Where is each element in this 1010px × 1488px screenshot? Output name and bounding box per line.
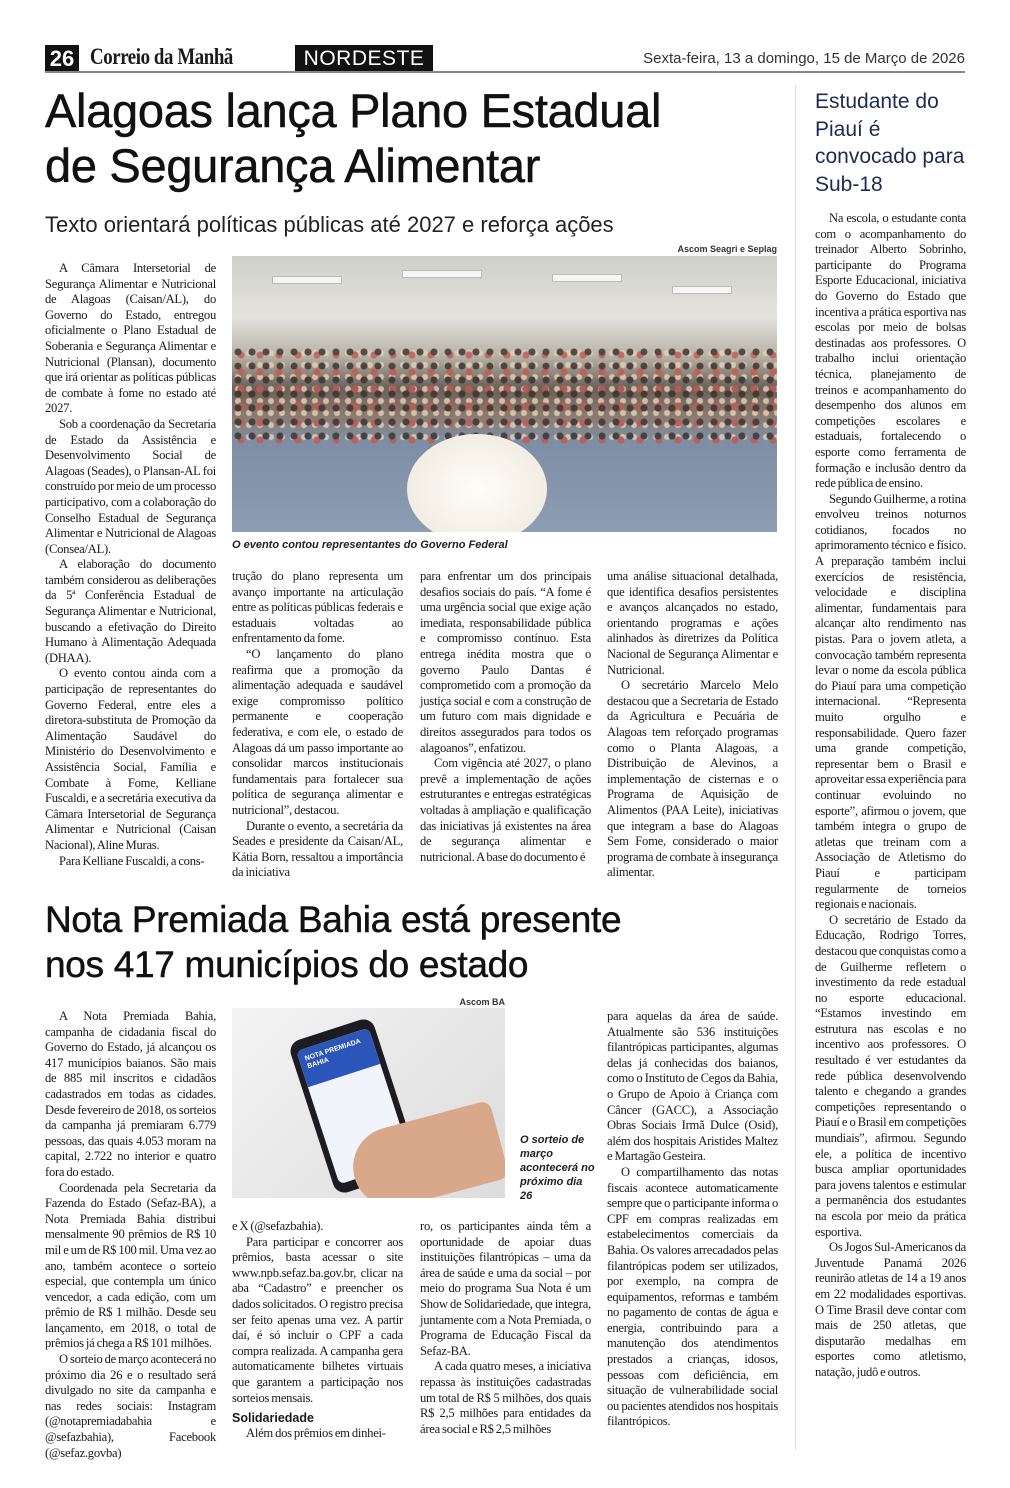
headline-line: Alagoas lança Plano Estadual (45, 84, 662, 137)
section-label: NORDESTE (295, 45, 433, 72)
paragraph: “O lançamento do plano reafirma que a promoção da alimentação adequada e saudável exige compromisso político permanente e cooperação federativa, e com ele, o estado de Alagoas dá um passo importante ao consolidar marcos institucionais fundamentais para fortalecer sua política de segurança alimentar e nutricional”, destacou. (232, 646, 403, 817)
paragraph: Os Jogos Sul-Americanos da Juventude Panamá 2026 reunirão atletas de 14 a 19 anos em 22 modalidades esportivas. O Time Brasil deve contar com mais de 250 atletas, que disputarão medalhas em esportes como atletismo, natação, judô e outros. (815, 1240, 966, 1379)
paragraph: O sorteio de março acontecerá no próximo dia 26 e o resultado será divulgado no site da campanha e nas redes sociais: Instagram (@notapremiadabahia e @sefazbahia), Facebook (@sefaz.govba) (45, 1352, 216, 1460)
paragraph: Coordenada pela Secretaria da Fazenda do Estado (Sefaz-BA), a Nota Premiada Bahia distribui mensalmente 90 prêmios de R$ 10 mil e um de R$ 100 mil. Uma vez ao ano, também acontece o sorteio especial, que contempla um único vencedor, a cada edição, com um prêmio de R$ 1 milhão. Desde seu lançamento, em 2018, o total de prêmios já chega a R$ 101 milhões. (45, 1180, 216, 1351)
paragraph: A cada quatro meses, a iniciativa repassa às instituições cadastradas um total de R$ 5 milhões, dos quais R$ 2,5 milhões para entidades da área social e R$ 2,5 milhões (420, 1359, 591, 1436)
paragraph: Na escola, o estudante conta com o acompanhamento do treinador Alberto Sobrinho, participante do Programa Esporte Educacional, iniciativa do Governo do Estado que incentiva a prática esportiva nas escolas por meio de bolsas destinadas aos professores. O trabalho inclui orientação técnica, planejamento de treinos e acompanhamento do desempenho dos alunos em competições escolares e estaduais, fortalecendo o esporte como ferramenta de formação e inclusão dentro da rede pública de ensino. (815, 211, 966, 491)
article2-column-1 (45, 1009, 216, 1461)
paragraph: A Câmara Intersetorial de Segurança Alimentar e Nutricional de Alagoas (Caisan/AL), do Governo do Estado, entregou oficialmente o Plano Estadual de Soberania e Segurança Alimentar e Nutricional (Plansan), documento que irá orientar as políticas públicas de combate à fome no estado até 2027. (45, 261, 216, 416)
headline-line: nos 417 municípios do estado (45, 944, 529, 985)
paragraph: A Nota Premiada Bahia, campanha de cidadania fiscal do Governo do Estado, já alcançou os 417 municípios baianos. São mais de 885 mil inscritos e cidadãos cadastrados em todas as cidades. Desde fevereiro de 2018, os sorteios da campanha já premiaram 6.779 pessoas, das quais 4.053 moram na capital, 2.722 no interior e quatro fora do estado. (45, 1009, 216, 1179)
paragraph: ro, os participantes ainda têm a oportunidade de apoiar duas instituições filantrópicas – uma da área de saúde e uma da social – por meio do programa Sua Nota é um Show de Solidariedade, que integra, juntamente com a Nota Premiada, o Programa de Educação Fiscal da Sefaz-BA. (420, 1219, 591, 1358)
photo-caption: O sorteio de março acontecerá no próximo dia 26 (520, 1134, 595, 1202)
paragraph: para enfrentar um dos principais desafios sociais do país. “A fome é uma urgência social que exige ação imediata, responsabilidade pública e compromisso contínuo. Esta entrega inédita mostra que o governo Paulo Dantas é comprometido com a promoção da justiça social e com a construção de um futuro com mais dignidade e direitos assegurados para todos os alagoanos”, enfatizou. (420, 569, 591, 755)
article1-column-1 (45, 261, 216, 869)
photo-credit: Ascom Seagri e Seplag (677, 244, 777, 254)
paragraph: Além dos prêmios em dinhei- (246, 1426, 386, 1441)
paragraph: O secretário Marcelo Melo destacou que a Secretaria de Estado da Agricultura e Pecuária de Alagoas tem reforçado programas como o Planta Alagoas, a Distribuição de Alevinos, a implementação de cisternas e o Programa de Aquisição de Alimentos (PAA Leite), iniciativas que integram a base do Alagoas Sem Fome, considerado o maior programa de combate à insegurança alimentar. (607, 678, 778, 880)
paragraph: Sob a coordenação da Secretaria de Estado da Assistência e Desenvolvimento Social de Alagoas (Seades), o Plansan-AL foi construído por meio de um processo participativo, com a colaboração do Conselho Estadual de Segurança Alimentar e Nutricional de Alagoas (Consea/AL). (45, 416, 216, 556)
paragraph: A elaboração do documento também considerou as deliberações da 5ª Conferência Estadual de Segurança Alimentar e Nutricional, buscando a efetivação do Direito Humano à Alimentação Adequada (DHAA). (45, 557, 216, 665)
headline-line: Nota Premiada Bahia está presente (45, 899, 622, 940)
headline-line: de Segurança Alimentar (45, 139, 541, 192)
article2-headline (45, 897, 621, 987)
article1-column-3 (420, 569, 591, 865)
paragraph: e X (@sefazbahia). (232, 1219, 324, 1233)
event-photo (232, 256, 777, 532)
paragraph: Para Kelliane Fuscaldi, a cons- (59, 853, 205, 868)
paragraph: O compartilhamento das notas fiscais acontece automaticamente sempre que o participante informa o CPF em compras realizadas em estabelecimentos comerciais da Bahia. Os valores arrecadados pelas filantrópicas podem ser utilizados, por exemplo, na compra de equipamentos, reformas e também no pagamento de contas de água e energia, contribuindo para a manutenção dos atendimentos prestados a crianças, idosos, pessoas com deficiência, em situação de vulnerabilidade social ou pacientes atendidos nos hospitais filantrópicos. (607, 1164, 778, 1429)
subheading: Solidariedade (232, 1411, 314, 1426)
sidebar-headline: Estudante do Piauí é convocado para Sub-18 (815, 90, 965, 196)
page-number: 26 (45, 45, 79, 72)
article1-subheadline: Texto orientará políticas públicas até 2027 e reforça ações (45, 212, 614, 237)
article1-column-4 (607, 569, 778, 881)
article2-column-4 (607, 1009, 778, 1430)
paragraph: Durante o evento, a secretária da Seades e presidente da Caisan/AL, Kátia Born, ressaltou a importância da iniciativa (232, 818, 403, 880)
paragraph: Para participar e concorrer aos prêmios, basta acessar o site www.npb.sefaz.ba.gov.br, clicar na aba “Cadastro” e preencher os dados solicitados. O registro precisa ser feito apenas uma vez. A partir daí, é só incluir o CPF a cada compra realizada. A campanha gera automaticamente bilhetes virtuais que garantem a participação nos sorteios mensais. (232, 1234, 403, 1405)
article1-column-2 (232, 569, 403, 881)
phone-photo (232, 1008, 505, 1198)
photo-credit: Ascom BA (459, 997, 505, 1007)
phone-screen-title: NOTA PREMIADA BAHIA (296, 1028, 380, 1088)
paragraph: Segundo Guilherme, a rotina envolveu treinos noturnos cotidianos, focados no aprimoramento técnico e físico. A preparação também inclui exercícios de resistência, velocidade e disciplina alimentar, fundamentais para alcançar alto rendimento nas pistas. Para o jovem atleta, a convocação também representa levar o nome da escola pública do Piauí para uma competição internacional. “Representa muito orgulho e responsabilidade. Quero fazer uma grande competição, representar bem o Brasil e aproveitar essa experiência para continuar evoluindo no esporte”, afirmou o jovem, que também integra o grupo de atletas que treinam com a Associação de Atletismo do Piauí e participam regularmente de torneios regionais e nacionais. (815, 491, 966, 912)
paragraph: Com vigência até 2027, o plano prevê a implementação de ações estruturantes e entregas estratégicas voltadas à ampliação e qualificação das iniciativas já existentes na área de segurança alimentar e nutricional. A base do documento é (420, 756, 591, 864)
header-divider (45, 71, 965, 73)
paragraph: O evento contou ainda com a participação de representantes do Governo Federal, entre eles a diretora-substituta de Promoção da Alimentação Saudável do Ministério do Desenvolvimento e Assistência Social, Família e Combate à Fome, Kelliane Fuscaldi, e a secretária executiva da Câmara Intersetorial de Segurança Alimentar e Nutricional (Caisan Nacional), Aline Muras. (45, 666, 216, 852)
paragraph: para aquelas da área de saúde. Atualmente são 536 instituições filantrópicas participantes, algumas delas já conhecidas dos baianos, como o Instituto de Cegos da Bahia, o Grupo de Apoio à Criança com Câncer (GACC), a Associação Obras Sociais Irmã Dulce (Osid), além dos hospitais Aristides Maltez e Martagão Gesteira. (607, 1009, 778, 1164)
photo-caption: O evento contou representantes do Governo Federal (232, 539, 508, 551)
paragraph: O secretário de Estado da Educação, Rodrigo Torres, destacou que conquistas como a de Guilherme refletem o investimento da rede estadual no esporte educacional. “Estamos investindo em estrutura nas escolas e no incentivo aos professores. O resultado é ver estudantes da rede pública desenvolvendo talento e chegando a grandes competições representando o Piauí e o Brasil em competições mundiais”, afirmou. Segundo ele, a política de incentivo busca ampliar oportunidades para jovens talentos e estimular a permanência dos estudantes na escola por meio da prática esportiva. (815, 912, 966, 1239)
paragraph: trução do plano representa um avanço importante na articulação entre as políticas públicas federais e estaduais voltadas ao enfrentamento da fome. (232, 569, 403, 646)
article2-column-2 (232, 1219, 403, 1442)
article1-headline (45, 83, 661, 193)
newspaper-logo: Correio da Manhã (90, 44, 233, 69)
article2-column-3 (420, 1219, 591, 1437)
edition-date: Sexta-feira, 13 a domingo, 15 de Março de 2026 (643, 50, 965, 67)
paragraph: uma análise situacional detalhada, que identifica desafios persistentes e avanços alcançados no estado, orientando programas e ações alinhados às diretrizes da Política Nacional de Segurança Alimentar e Nutricional. (607, 569, 778, 677)
sidebar-column (815, 211, 966, 1381)
sidebar-divider (795, 85, 796, 1450)
